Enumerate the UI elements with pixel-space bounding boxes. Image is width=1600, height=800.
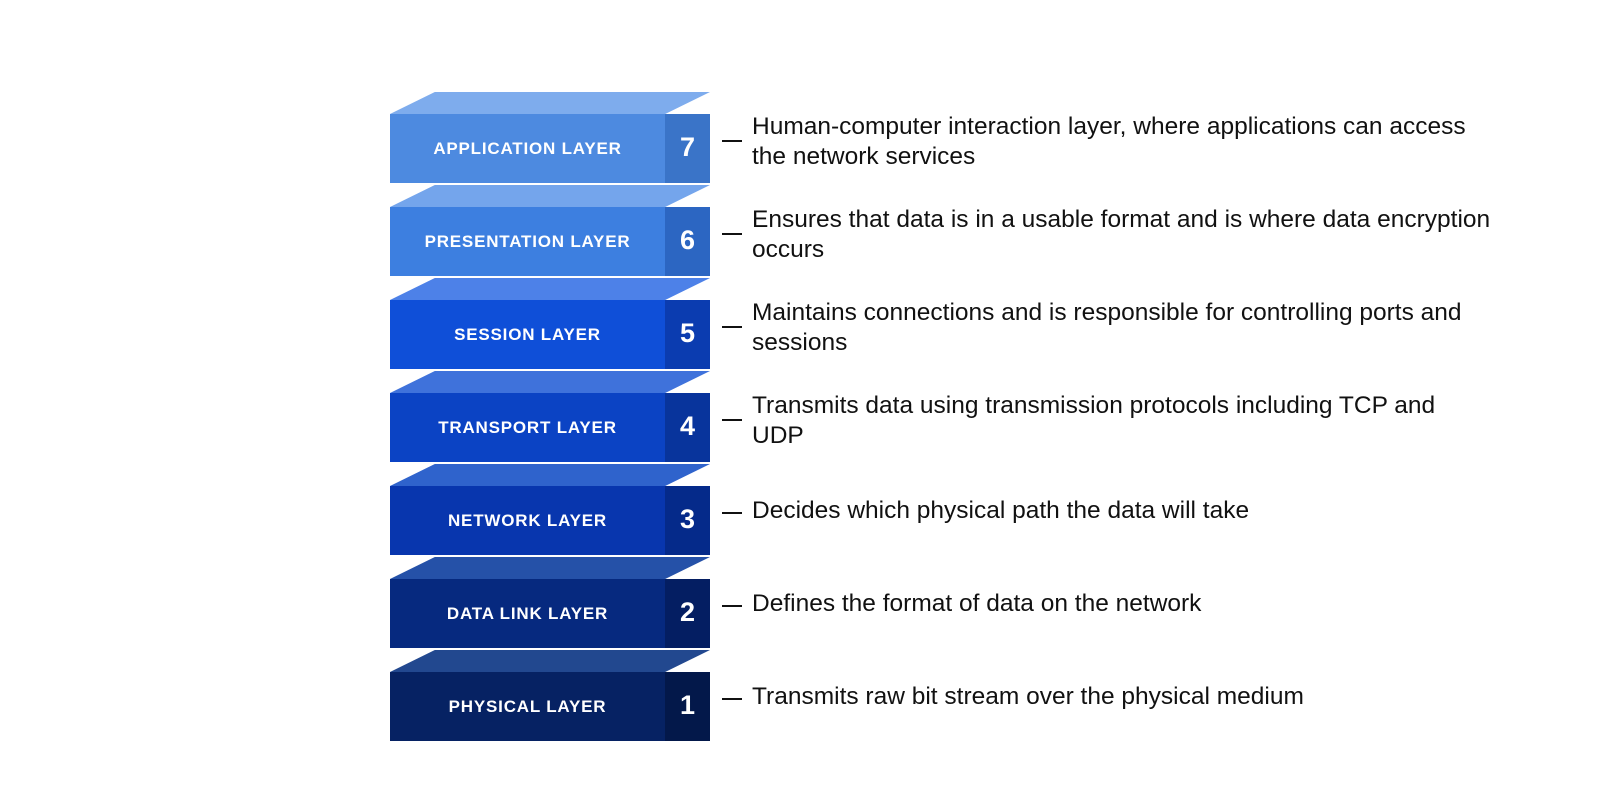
layer-description: Human-computer interaction layer, where applications can access the network services <box>752 113 1466 170</box>
layer-block[interactable] <box>390 278 710 369</box>
layer-description: Defines the format of data on the network <box>752 590 1202 617</box>
layer-block[interactable] <box>390 650 710 741</box>
connector-dash <box>722 512 742 514</box>
layer-number: 4 <box>679 411 696 441</box>
layer-name-label: DATA LINK LAYER <box>446 603 609 623</box>
layer-block-front-face <box>390 672 665 741</box>
layer-number: 5 <box>679 318 696 348</box>
layer-block-front-face <box>390 393 665 462</box>
layer-block-top-face <box>390 650 710 672</box>
layer-name-label: TRANSPORT LAYER <box>438 417 617 437</box>
layer-block[interactable] <box>390 185 710 276</box>
layer-block-side-face <box>665 579 710 648</box>
layer-block-side-face <box>665 207 710 276</box>
layer-number: 2 <box>679 597 696 627</box>
layer-block-front-face <box>390 207 665 276</box>
layer-block[interactable] <box>390 92 710 183</box>
layer-block-top-face <box>390 557 710 579</box>
layer-block[interactable] <box>390 464 710 555</box>
layer-block-front-face <box>390 486 665 555</box>
layer-block-side-face <box>665 393 710 462</box>
layer-block[interactable] <box>390 557 710 648</box>
layer-name-label: PRESENTATION LAYER <box>424 231 631 251</box>
layer-description: Transmits data using transmission protocols including TCP and UDP <box>752 392 1436 449</box>
layer-name-label: APPLICATION LAYER <box>433 138 622 158</box>
layer-block-top-face <box>390 464 710 486</box>
layer-block-side-face <box>665 672 710 741</box>
layer-block-top-face <box>390 92 710 114</box>
layer-description: Transmits raw bit stream over the physical medium <box>752 683 1304 710</box>
layer-block-front-face <box>390 579 665 648</box>
layer-block-top-face <box>390 185 710 207</box>
layer-number: 6 <box>679 225 696 255</box>
layer-block-side-face <box>665 114 710 183</box>
connector-dash <box>722 233 742 235</box>
layer-block-front-face <box>390 114 665 183</box>
layer-name-label: NETWORK LAYER <box>447 510 607 530</box>
layer-block-side-face <box>665 300 710 369</box>
connector-dash <box>722 140 742 142</box>
layer-block-top-face <box>390 278 710 300</box>
connector-dash <box>722 698 742 700</box>
layer-description: Decides which physical path the data will take <box>752 497 1250 524</box>
layer-block-front-face <box>390 300 665 369</box>
connector-dash <box>722 419 742 421</box>
layer-block-side-face <box>665 486 710 555</box>
layer-block-top-face <box>390 371 710 393</box>
layer-block[interactable] <box>390 371 710 462</box>
layer-name-label: PHYSICAL LAYER <box>448 696 607 716</box>
connector-dash <box>722 326 742 328</box>
connector-dash <box>722 605 742 607</box>
layer-number: 3 <box>679 504 696 534</box>
layer-number: 1 <box>679 690 696 720</box>
layer-number: 7 <box>679 132 696 162</box>
layer-description: Maintains connections and is responsible for controlling ports and sessions <box>752 299 1462 356</box>
layer-description: Ensures that data is in a usable format and is where data encryption occurs <box>752 206 1491 263</box>
layer-name-label: SESSION LAYER <box>454 324 601 344</box>
